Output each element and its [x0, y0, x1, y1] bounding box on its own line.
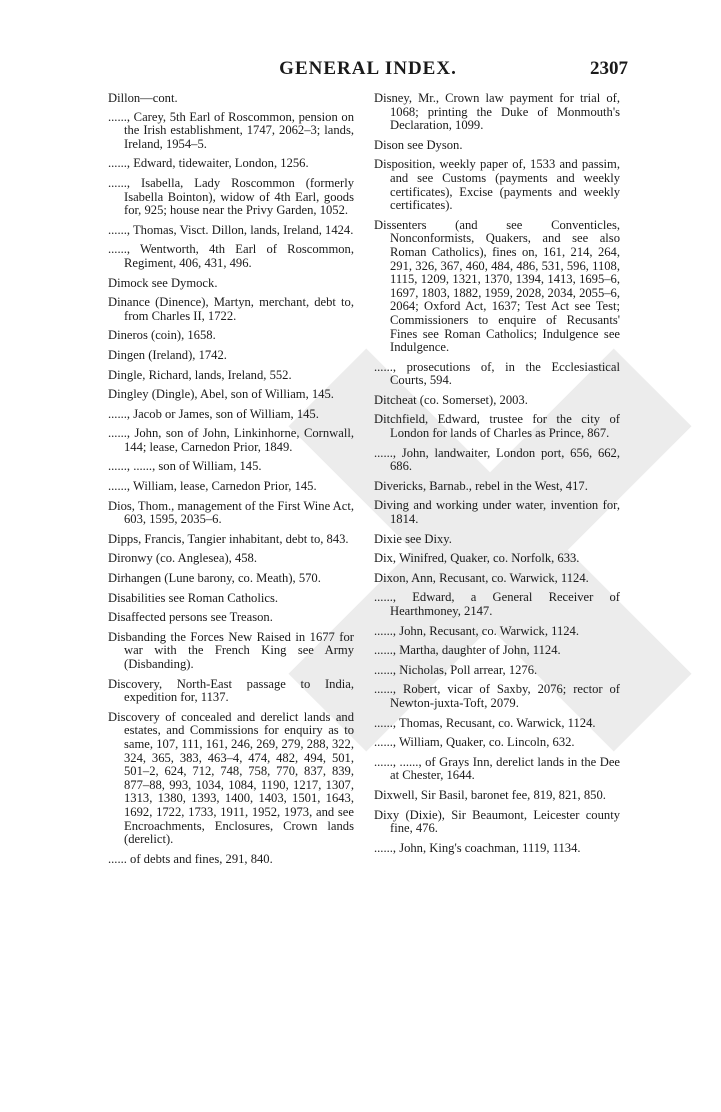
index-entry: Dingle, Richard, lands, Ireland, 552. [108, 367, 292, 382]
index-entry: ......, Wentworth, 4th Earl of Roscommon, Regiment, 406, 431, 496. [108, 242, 354, 270]
index-entry: Dixie see Dixy. [374, 531, 452, 546]
index-entry: Dillon—cont. [108, 91, 178, 105]
index-entry: Disaffected persons see Treason. [108, 610, 273, 625]
index-entry: Disabilities see Roman Catholics. [108, 590, 278, 605]
index-entry: Dipps, Francis, Tangier inhabitant, debt to, 843. [108, 531, 349, 546]
page-header [108, 58, 628, 86]
index-entry: Ditcheat (co. Somerset), 2003. [374, 392, 528, 407]
index-entry: ......, Nicholas, Poll arrear, 1276. [374, 662, 538, 677]
index-entry: ......, Martha, daughter of John, 1124. [374, 643, 561, 658]
index-entry: Discovery of concealed and derelict lands and estates, and Commissions for enquiry as to same, 107, 111, 161, 246, 269, 279, 288, 322, 324, 365, 383, 463–4, 474, 482, 494, 501, 501–2, 624, 712, 748, 758, 770, 837, 839, 877–88, 993, 1034, 1084, 1190, 1217, 1307, 1313, 1380, 1393, 1400, 1403, 1501, 1643, 1692, 1722, 1733, 1911, 1952, 1973, and see Encroachments, Enclosures, Crown lands (derelict). [108, 709, 354, 847]
index-entry: Disbanding the Forces New Raised in 1677 for war with the French King see Army (Disbanding). [108, 629, 354, 671]
index-entry: Dimock see Dymock. [108, 275, 218, 290]
index-entry: ......, Edward, tidewaiter, London, 1256. [108, 156, 309, 171]
index-entry: ......, Thomas, Recusant, co. Warwick, 1124. [374, 715, 596, 730]
index-entry: ......, Robert, vicar of Saxby, 2076; rector of Newton-juxta-Toft, 2079. [374, 682, 620, 710]
index-entry: Dingen (Ireland), 1742. [108, 347, 227, 362]
index-entry: Dingley (Dingle), Abel, son of William, 145. [108, 387, 334, 402]
page-title: GENERAL INDEX. [279, 58, 457, 79]
left-column [108, 92, 354, 872]
index-entry: ......, prosecutions of, in the Ecclesiastical Courts, 594. [374, 359, 620, 388]
index-entry: ......, Isabella, Lady Roscommon (formerly Isabella Bointon), widow of 4th Earl, goods for, 925; house near the Privy Garden, 1052. [108, 175, 354, 218]
index-entry: Diving and working under water, invention for, 1814. [374, 498, 620, 527]
index-entry: ...... of debts and fines, 291, 840. [108, 851, 273, 866]
index-entry: Dios, Thom., management of the First Wine Act, 603, 1595, 2035–6. [108, 498, 354, 527]
index-entry: ......, John, son of John, Linkinhorne, Cornwall, 144; lease, Carnedon Prior, 1849. [108, 426, 354, 454]
index-entry: ......, Edward, a General Receiver of Hearthmoney, 2147. [374, 590, 620, 618]
index-entry: Divericks, Barnab., rebel in the West, 417. [374, 478, 588, 493]
index-entry: Ditchfield, Edward, trustee for the city of London for lands of Charles as Prince, 867. [374, 412, 620, 441]
index-entry: Dison see Dyson. [374, 137, 463, 152]
index-entry: ......, Jacob or James, son of William, 145. [108, 406, 319, 421]
index-entry: Dixy (Dixie), Sir Beaumont, Leicester county fine, 476. [374, 807, 620, 836]
index-entry: ......, ......, of Grays Inn, derelict lands in the Dee at Chester, 1644. [374, 754, 620, 783]
index-entry: ......, John, Recusant, co. Warwick, 1124. [374, 623, 579, 638]
index-entry: Dineros (coin), 1658. [108, 328, 216, 343]
index-entry: ......, Thomas, Visct. Dillon, lands, Ireland, 1424. [108, 222, 354, 237]
index-entry: ......, William, Quaker, co. Lincoln, 632. [374, 735, 575, 750]
index-entry: Disposition, weekly paper of, 1533 and passim, and see Customs (payments and weekly certificates), Excise (payments and weekly certificates). [374, 157, 620, 213]
index-entry: Dironwy (co. Anglesea), 458. [108, 551, 257, 566]
index-entry: ......, John, landwaiter, London port, 656, 662, 686. [374, 445, 620, 474]
index-entry: ......, Carey, 5th Earl of Roscommon, pension on the Irish establishment, 1747, 2062–3; lands, Ireland, 1954–5. [108, 109, 354, 151]
index-entry: ......, ......, son of William, 145. [108, 459, 262, 474]
index-entry: Dixon, Ann, Recusant, co. Warwick, 1124. [374, 570, 589, 585]
index-entry: Discovery, North-East passage to India, expedition for, 1137. [108, 676, 354, 705]
index-entry: Dix, Winifred, Quaker, co. Norfolk, 633. [374, 551, 580, 566]
index-entry: ......, William, lease, Carnedon Prior, 145. [108, 479, 317, 494]
index-entry: Dixwell, Sir Basil, baronet fee, 819, 821, 850. [374, 787, 606, 802]
index-entry: Dissenters (and see Conventicles, Nonconformists, Quakers, and see also Roman Catholics), fines on, 161, 214, 264, 291, 326, 367, 460, 484, 486, 531, 596, 1108, 1115, 1209, 1321, 1370, 1394, 1413, 1695–6, 1697, 1803, 1882, 1959, 2028, 2034, 2055–6, 2064; Oxford Act, 1637; Test Act see Test; Commissioners to enquire of Recusants' Fines see Roman Catholics; Indulgence see Indulgence. [374, 217, 620, 355]
page-number: 2307 [590, 58, 628, 79]
index-entry: Dinance (Dinence), Martyn, merchant, debt to, from Charles II, 1722. [108, 295, 354, 323]
index-entry: ......, John, King's coachman, 1119, 1134. [374, 840, 581, 855]
right-column [374, 92, 620, 861]
index-entry: Dirhangen (Lune barony, co. Meath), 570. [108, 571, 321, 586]
index-entry: Disney, Mr., Crown law payment for trial of, 1068; printing the Duke of Monmouth's Declaration, 1099. [374, 91, 620, 133]
